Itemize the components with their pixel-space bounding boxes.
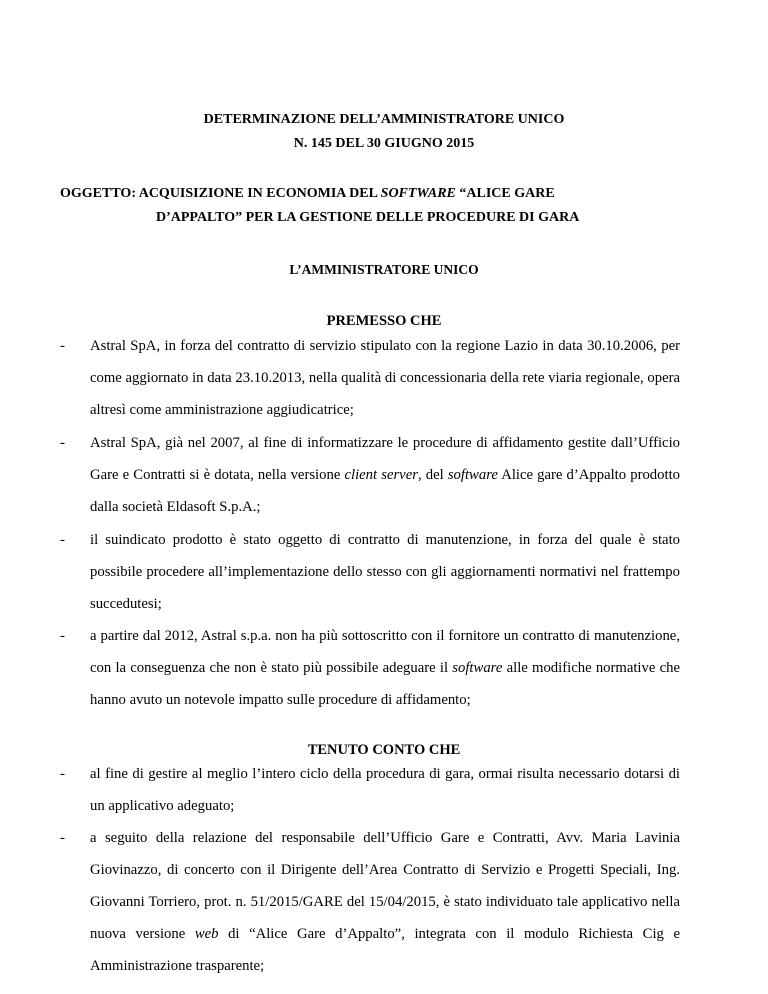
bullet-dash: - [60,532,65,548]
bullet-dash: - [60,435,65,451]
subject-suffix: “ALICE GARE [455,186,555,201]
tenuto-item-1: al fine di gestire al meglio l’intero ciclo della procedura di gara, ormai risulta necessario dotarsi di un applicativo adeguato; [90,766,680,814]
bullet-dash: - [60,766,65,782]
bullet-dash: - [60,830,65,846]
premesso-item-4 [90,620,680,716]
bullet-dash: - [60,628,65,644]
premesso-item-3: il suindicato prodotto è stato oggetto di contratto di manutenzione, in forza del quale è stato possibile procedere all’implementazione dello stesso con gli aggiornamenti normativi nel frattempo succedutesi; [90,532,680,612]
item-text: alle modifiche normative che hanno avuto un notevole impatto sulle procedure di affidamento; [90,660,680,708]
subject-italic: SOFTWARE [380,186,456,201]
subject-line-2: D’APPALTO” PER LA GESTIONE DELLE PROCEDURE DI GARA [156,210,580,225]
item-text: a partire dal 2012, Astral s.p.a. non ha più sottoscritto con il fornitore un contratto di manutenzione, con la conseguenza che non è stato più possibile adeguare il [90,628,680,676]
item-italic: software [447,467,498,483]
item-text: a seguito della relazione del responsabile dell’Ufficio Gare e Contratti, Avv. Maria Lavinia Giovinazzo, di concerto con il Dirigente dell’Area Contratto di Servizio e Progetti Speciali, Ing. Giovanni Torriero, prot. n. 51/2015/GARE del 15/04/2015, è stato individuato tale applicativo nella nuova versione [90,830,680,942]
title-line-2: N. 145 DEL 30 GIUGNO 2015 [293,136,475,151]
tenuto-heading: TENUTO CONTO CHE [307,742,461,758]
subject-line-1 [60,185,555,203]
item-italic: client server [344,467,418,483]
item-text: di “Alice Gare d’Appalto”, integrata con il modulo Richiesta Cig e Amministrazione trasparente; [90,926,680,974]
tenuto-item-2 [90,822,680,982]
item-text: , del [417,467,448,483]
item-text: Astral SpA, già nel 2007, al fine di informatizzare le procedure di affidamento gestite dall’Ufficio Gare e Contratti si è dotata, nella versione [90,435,680,483]
title-line-1: DETERMINAZIONE DELL’AMMINISTRATORE UNICO [203,112,565,127]
item-italic: software [452,660,503,676]
premesso-item-2 [90,427,680,523]
item-text: Alice gare d’Appalto prodotto dalla società Eldasoft S.p.A.; [90,467,680,515]
issuer-heading: L’AMMINISTRATORE UNICO [289,262,479,277]
premesso-heading: PREMESSO CHE [326,313,442,329]
premesso-item-1: Astral SpA, in forza del contratto di servizio stipulato con la regione Lazio in data 30.10.2006, per come aggiornato in data 23.10.2013, nella qualità di concessionaria della rete viaria regionale, opera altresì come amministrazione aggiudicatrice; [90,338,680,418]
item-italic: web [194,926,219,942]
bullet-dash: - [60,338,65,354]
subject-prefix: OGGETTO: ACQUISIZIONE IN ECONOMIA DEL [60,186,381,201]
